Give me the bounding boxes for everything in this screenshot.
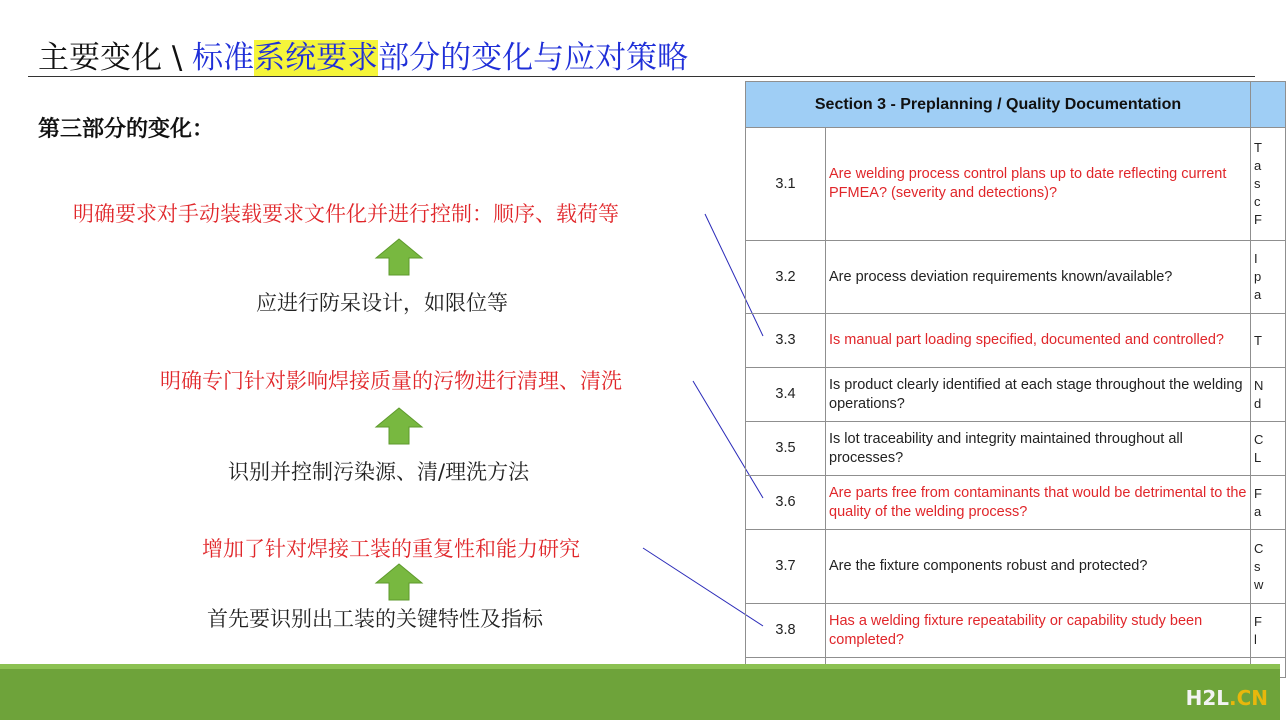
table-row [746,604,1286,658]
row-number: 3.1 [746,128,826,241]
footer-bar [0,664,1280,720]
change-item-2: 明确专门针对影响焊接质量的污物进行清理、清洗 [160,369,622,393]
change-item-1: 明确要求对手动装载要求文件化并进行控制：顺序、载荷等 [73,202,619,226]
table-header: Section 3 - Preplanning / Quality Documentation [746,82,1251,128]
row-remark: N d [1251,368,1286,422]
row-question: Are parts free from contaminants that would be detrimental to the quality of the welding process? [826,476,1251,530]
row-remark: T a s c F [1251,128,1286,241]
row-question: Are the fixture components robust and protected? [826,530,1251,604]
row-question: Are process deviation requirements known/available? [826,241,1251,314]
row-number: 3.6 [746,476,826,530]
checklist-table [745,81,1286,678]
response-item-2: 识别并控制污染源、清/理洗方法 [228,460,530,484]
up-arrow-icon [375,238,423,276]
site-logo [1186,686,1268,710]
table-row [746,422,1286,476]
table-row [746,476,1286,530]
response-item-3: 首先要识别出工装的关键特性及指标 [207,607,543,631]
row-remark: I p a [1251,241,1286,314]
response-item-1: 应进行防呆设计，如限位等 [256,291,508,315]
table-row [746,314,1286,368]
table-header-extra [1251,82,1286,128]
table-row [746,530,1286,604]
row-remark: T [1251,314,1286,368]
row-number: 3.2 [746,241,826,314]
table-row [746,368,1286,422]
up-arrow-icon [375,407,423,445]
title-part-main: 主要变化 \ [38,40,193,76]
row-number: 3.7 [746,530,826,604]
row-remark: C L [1251,422,1286,476]
row-question: Has a welding fixture repeatability or capability study been completed? [826,604,1251,658]
row-question: Is product clearly identified at each stage throughout the welding operations? [826,368,1251,422]
table-row [746,241,1286,314]
change-item-3: 增加了针对焊接工装的重复性和能力研究 [202,537,580,561]
table-row [746,128,1286,241]
row-remark: C s w [1251,530,1286,604]
footer-top-stripe [0,664,1280,669]
title-part-rest: 部分的变化与应对策略 [378,40,689,76]
title-part-standard: 标准 [192,40,255,76]
row-remark: F l [1251,604,1286,658]
up-arrow-icon [375,563,423,601]
logo-text-h2l: H2L [1185,686,1229,710]
checklist-table-container [745,81,1264,664]
row-number: 3.5 [746,422,826,476]
section-heading: 第三部分的变化： [38,117,215,142]
title-part-highlight: 系统要求 [254,40,379,76]
row-number: 3.8 [746,604,826,658]
row-remark: F a [1251,476,1286,530]
row-number: 3.4 [746,368,826,422]
row-number: 3.3 [746,314,826,368]
logo-text-cn: .CN [1228,686,1268,710]
row-question: Are welding process control plans up to date reflecting current PFMEA? (severity and detections)? [826,128,1251,241]
row-question: Is manual part loading specified, documented and controlled? [826,314,1251,368]
row-question: Is lot traceability and integrity maintained throughout all processes? [826,422,1251,476]
page-title [38,38,688,78]
title-divider [28,76,1255,77]
